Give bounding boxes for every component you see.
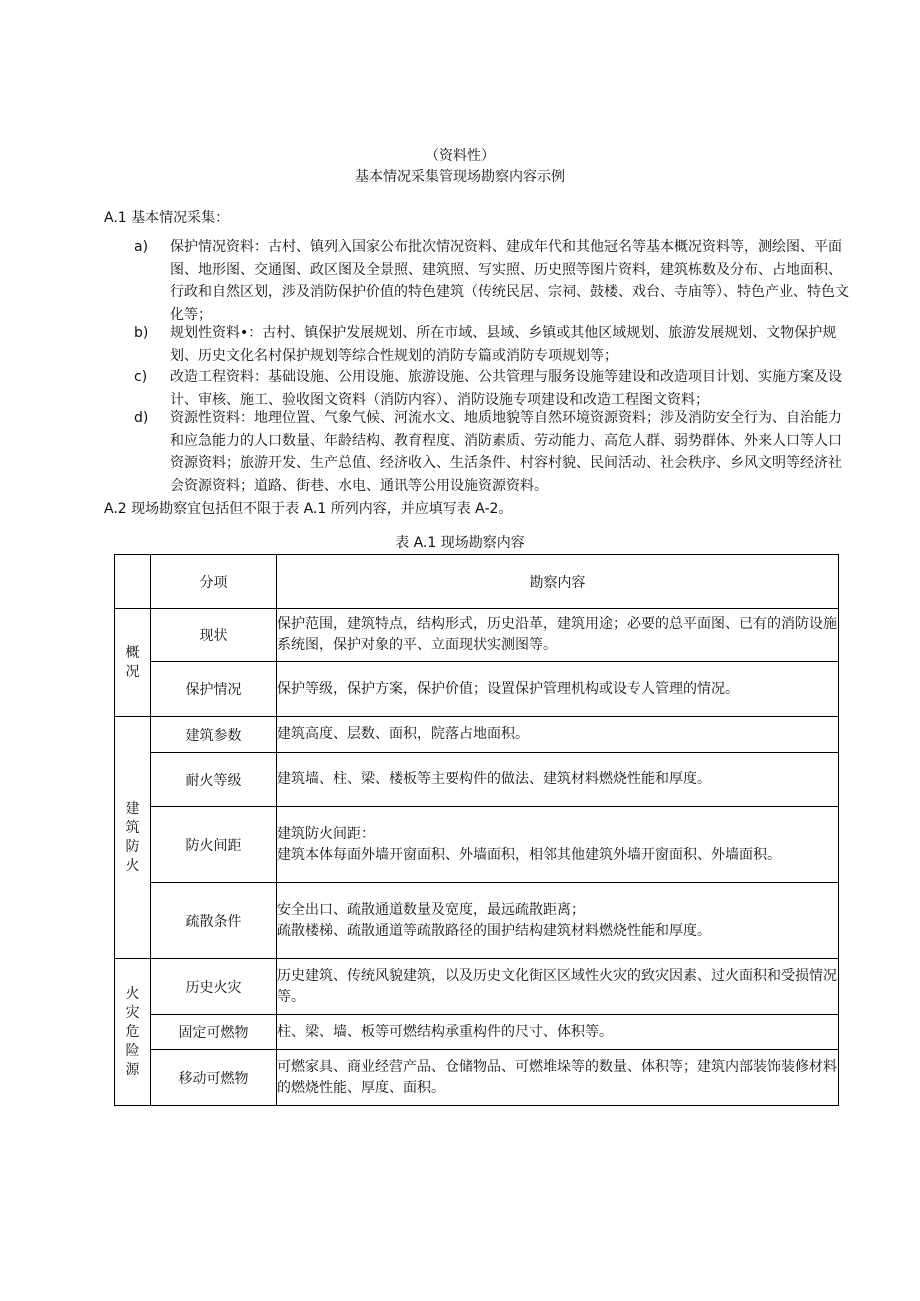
content-cell (277, 883, 839, 959)
list-marker: d) (134, 410, 149, 426)
table-row (115, 662, 839, 717)
content-cell (277, 1015, 839, 1050)
list-item-text: 保护情况资料：古村、镇列入国家公布批次情况资料、建成年代和其他冠名等基本概况资料等，测绘图、平面图、地形图、交通图、政区图及全景照、建筑照、写实照、历史照等图片资料，建筑栋数及分布、占地面积、行政和自然区划，涉及消防保护价值的特色建筑（传统民居、宗祠、鼓楼、戏台、寺庙等）、特色产业、特色文化等； (170, 239, 849, 323)
table-row (115, 959, 839, 1015)
appendix-note: （资料性） (425, 148, 495, 164)
item-cell: 耐火等级 (151, 753, 277, 807)
table-row (115, 883, 839, 959)
content-line: 建筑防火间距： (277, 825, 375, 842)
category-label: 建筑防火 (125, 800, 140, 874)
list-item-text: 规划性资料•：古村、镇保护发展规划、所在市域、县域、乡镇或其他区域规划、旅游发展规划、文物保护规划、历史文化名村保护规划等综合性规划的消防专篇或消防专项规划等； (170, 325, 837, 364)
content-line: 保护等级，保护方案，保护价值；设置保护管理机构或设专人管理的情况。 (277, 680, 739, 697)
item-cell: 疏散条件 (151, 883, 277, 959)
table-row (115, 807, 839, 883)
content-cell (277, 609, 839, 662)
content-line: 柱、梁、墙、板等可燃结构承重构件的尺寸、体积等。 (277, 1023, 613, 1040)
table-row (115, 1015, 839, 1050)
list-item (134, 236, 854, 326)
table-row (115, 1050, 839, 1106)
header-cell-item: 分项 (151, 555, 277, 609)
table-header-row (115, 555, 839, 609)
content-line: 历史建筑、传统风貌建筑，以及历史文化街区区域性火灾的致灾因素、过火面积和受损情况等。 (277, 967, 837, 1005)
header-cell-content: 勘察内容 (277, 555, 839, 609)
table-row (115, 753, 839, 807)
content-line: 建筑墙、柱、梁、楼板等主要构件的做法、建筑材料燃烧性能和厚度。 (277, 771, 711, 787)
survey-table (114, 554, 839, 1106)
content-cell (277, 753, 839, 807)
content-cell (277, 807, 839, 883)
category-label: 火灾危险源 (125, 985, 140, 1078)
content-cell (277, 662, 839, 717)
item-cell: 历史火灾 (151, 959, 277, 1015)
content-line: 可燃家具、商业经营产品、仓储物品、可燃堆垛等的数量、体积等；建筑内部装饰装修材料的燃烧性能、厚度、面积。 (277, 1058, 837, 1096)
table-caption: 表 A.1 现场勘察内容 (395, 535, 525, 551)
content-line: 保护范围，建筑特点，结构形式，历史沿革，建筑用途；必要的总平面图、已有的消防设施系统图，保护对象的平、立面现状实测图等。 (277, 616, 837, 653)
list-item (134, 407, 854, 497)
appendix-title: 基本情况采集管现场勘察内容示例 (355, 169, 565, 185)
content-line: 建筑本体每面外墙开窗面积、外墙面积，相邻其他建筑外墙开窗面积、外墙面积。 (277, 846, 781, 863)
category-cell (115, 959, 151, 1106)
content-line: 建筑高度、层数、面积，院落占地面积。 (277, 726, 529, 742)
content-line: 疏散楼梯、疏散通道等疏散路径的围护结构建筑材料燃烧性能和厚度。 (277, 922, 711, 939)
list-marker: b) (134, 325, 149, 341)
table-row (115, 609, 839, 662)
category-cell (115, 717, 151, 959)
category-label: 概况 (125, 644, 140, 680)
item-cell: 保护情况 (151, 662, 277, 717)
list-item-text: 改造工程资料：基础设施、公用设施、旅游设施、公共管理与服务设施等建设和改造项目计划、实施方案及设计、审核、施工、验收图文资料（消防内容）、消防设施专项建设和改造工程图文资料； (170, 369, 842, 408)
list-item-text: 资源性资料：地理位置、气象气候、河流水文、地质地貌等自然环境资源资料；涉及消防安全行为、自治能力和应急能力的人口数量、年龄结构、教育程度、消防素质、劳动能力、高危人群、弱势群体、外来人口等人口资源资料；旅游开发、生产总值、经济收入、生活条件、村容村貌、民间活动、社会秩序、乡风文明等经济社会资源资料；道路、街巷、水电、通讯等公用设施资源资料。 (170, 410, 842, 494)
item-cell: 防火间距 (151, 807, 277, 883)
list-item (134, 322, 854, 367)
section-a2-heading: A.2 现场勘察宜包括但不限于表 A.1 所列内容，并应填写表 A-2。 (104, 501, 513, 517)
content-line: 安全出口、疏散通道数量及宽度，最远疏散距离； (277, 901, 585, 918)
table-row (115, 717, 839, 753)
list-item (134, 366, 854, 411)
header-cell-blank (115, 555, 151, 609)
item-cell: 固定可燃物 (151, 1015, 277, 1050)
item-cell: 现状 (151, 609, 277, 662)
list-marker: a) (134, 239, 149, 255)
item-cell: 移动可燃物 (151, 1050, 277, 1106)
content-cell (277, 959, 839, 1015)
category-cell (115, 609, 151, 717)
content-cell (277, 717, 839, 753)
list-marker: c) (134, 369, 148, 385)
section-a1-heading: A.1 基本情况采集： (104, 210, 230, 226)
content-cell (277, 1050, 839, 1106)
item-cell: 建筑参数 (151, 717, 277, 753)
